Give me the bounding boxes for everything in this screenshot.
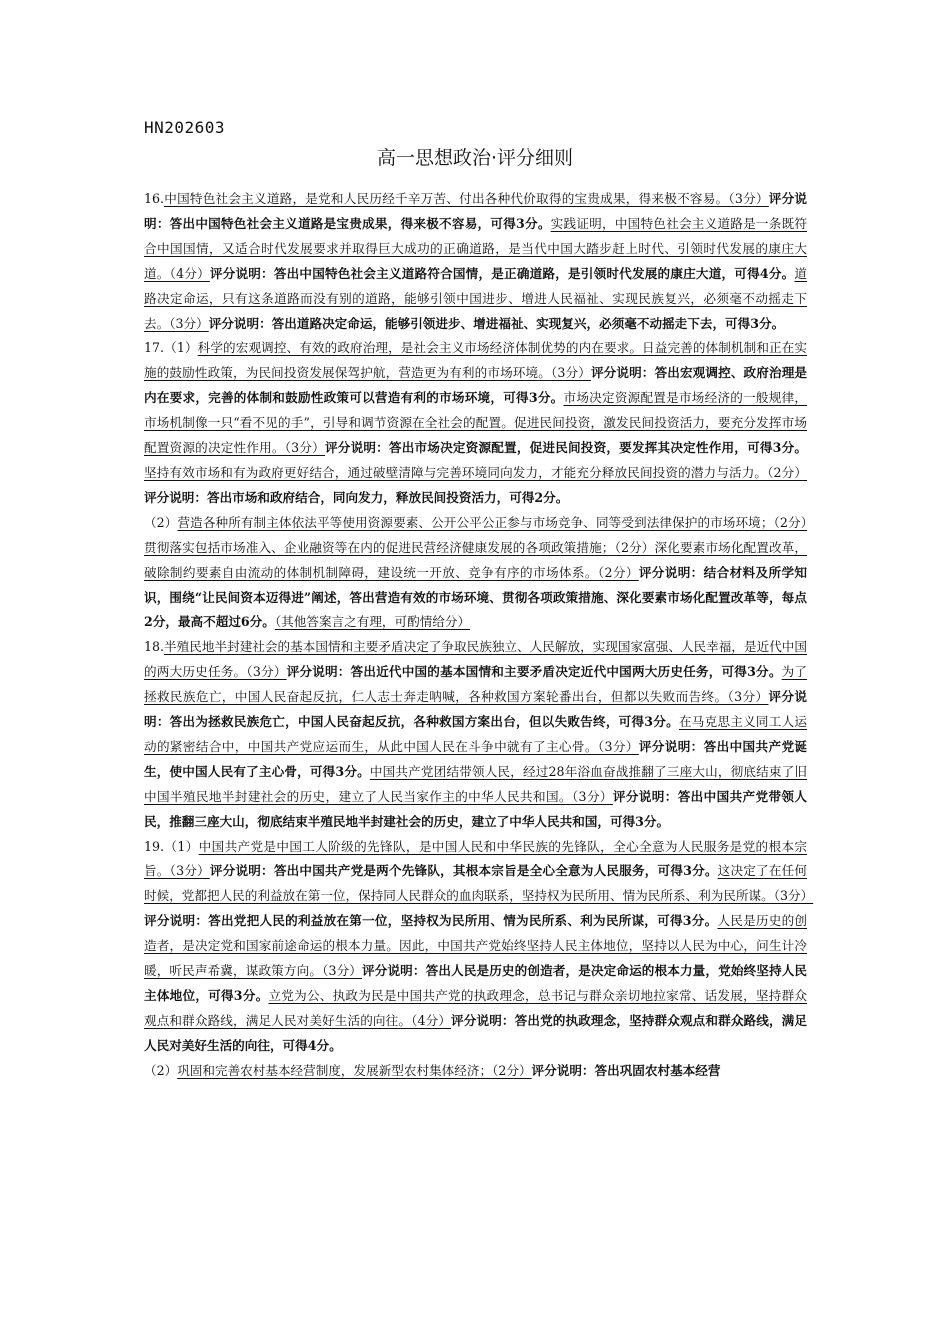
model-answer-text: 在马克思主义同工人运动的紧密结合中，中国共产党应运而生，从此中国人民在斗争中就有了主心骨。（3分）	[144, 714, 807, 754]
scoring-note: 评分说明：答出为拯救民族危亡，中国人民奋起反抗，各种救国方案出台，但以失败告终，可得3分。	[144, 689, 807, 730]
model-answer-text: 市场决定资源配置是市场经济的一般规律，市场机制像一只“看不见的手”，引导和调节资源在全社会的配置。促进民间投资，激发民间投资活力，要充分发挥市场配置资源的决定性作用。（3分）	[144, 390, 807, 456]
model-answer-text: 科学的宏观调控、有效的政府治理，是社会主义市场经济体制优势的内在要求。日益完善的体制机制和正在实施的鼓励性政策，为民间投资发展保驾护航，营造更为有利的市场环境。（3分）	[144, 340, 808, 381]
model-answer-text: 中国共产党团结带领人民，经过28年浴血奋战推翻了三座大山，彻底结束了旧中国半殖民地半封建社会的历史，建立了人民当家作主的中华人民共和国。（3分）	[144, 763, 808, 804]
question-number: 19.（1）	[144, 838, 199, 854]
answer-paragraph	[144, 835, 814, 1059]
scoring-note: 评分说明：答出道路决定命运，能够引领进步、增进福祉、实现复兴，必须毫不动摇走下去，可得3分。	[208, 315, 785, 331]
scoring-note: 评分说明：答出中国共产党是两个先锋队，其根本宗旨是全心全意为人民服务，可得3分。	[209, 863, 718, 879]
model-answer-text: 中国特色社会主义道路，是党和人民历经千辛万苦、付出各种代价取得的宝贵成果，得来极不容易。（3分）	[164, 191, 769, 206]
model-answer-text: 坚持有效市场和有为政府更好结合，通过破壁清障与完善环境同向发力，才能充分释放民间投资的潜力与活力。（2分）	[144, 464, 807, 480]
question-number: （2）	[144, 514, 178, 530]
scoring-note: 评分说明：答出中国特色社会主义道路符合国情，是正确道路，是引领时代发展的康庄大道，可得4分。	[209, 265, 795, 281]
model-answer-text: （其他答案言之有理，可酌情给分）	[274, 614, 471, 630]
model-answer-text: 这决定了在任何时候，党都把人民的利益放在第一位，保持同人民群众的血肉联系，坚持权为民所用、情为民所系、利为民所谋。（3分）	[144, 863, 814, 904]
model-answer-text: 立党为公、执政为民是中国共产党的执政理念，总书记与群众亲切地拉家常、话发展，坚持群众观点和群众路线，满足人民对美好生活的向往。（4分）	[144, 988, 807, 1028]
scoring-note: 评分说明：答出市场和政府结合，同向发力，释放民间投资活力，可得2分。	[144, 489, 569, 505]
answer-paragraph	[144, 1059, 807, 1084]
answer-paragraph	[144, 187, 807, 336]
model-answer-text: 半殖民地半封建社会的基本国情和主要矛盾决定了争取民族独立、人民解放，实现国家富强、人民幸福，是近代中国的两大历史任务。（3分）	[144, 639, 807, 680]
model-answer-text: 巩固和完善农村基本经营制度，发展新型农村集体经济；（2分）	[177, 1062, 532, 1078]
scoring-note: 评分说明：答出中国共产党带领人民，推翻三座大山，彻底结束半殖民地半封建社会的历史，建立了中华人民共和国，可得3分。	[144, 788, 807, 829]
scoring-note: 评分说明：结合材料及所学知识，围绕“让民间资本迈得进”阐述，答出营造有效的市场环境、贯彻各项政策措施、深化要素市场化配置改革等，每点2分，最高不超过6分。	[144, 564, 808, 630]
question-number: （2）	[144, 1062, 178, 1078]
question-number: 16.	[144, 191, 165, 206]
model-answer-text: 营造各种所有制主体依法平等使用资源要素、公开公平公正参与市场竞争、同等受到法律保护的市场环境；（2分）贯彻落实包括市场准入、企业融资等在内的促进民营经济健康发展的各项政策措施；（2分）深化要素市场化配置改革，破除制约要素自由流动的体制机制障碍，建设统一开放、竞争有序的市场体系。（2分）	[144, 514, 807, 580]
document-code: HN202603	[144, 118, 226, 137]
question-number: 17.（1）	[144, 340, 198, 356]
scoring-note: 评分说明：答出巩固农村基本经营	[531, 1062, 721, 1078]
model-answer-text: 中国共产党是中国工人阶级的先锋队，是中国人民和中华民族的先锋队，全心全意为人民服务是党的根本宗旨。（3分）	[144, 838, 808, 879]
answer-paragraph	[144, 635, 807, 834]
scoring-note: 评分说明：答出中国特色社会主义道路是宝贵成果，得来极不容易，可得3分。	[144, 191, 808, 231]
scoring-note: 评分说明：答出近代中国的基本国情和主要矛盾决定近代中国两大历史任务，可得3分。	[286, 664, 782, 680]
answer-paragraph	[144, 336, 807, 510]
scoring-note: 评分说明：答出市场决定资源配置，促进民间投资，要发挥其决定性作用，可得3分。	[324, 440, 807, 456]
document-body	[144, 187, 814, 1084]
model-answer-text: 为了拯救民族危亡，中国人民奋起反抗，仁人志士奔走呐喊，各种救国方案轮番出台，但都以失败而告终。（3分）	[144, 664, 808, 705]
model-answer-text: 道路决定命运，只有这条道路而没有别的道路，能够引领中国进步、增进人民福祉、实现民族复兴，必须毫不动摇走下去。（3分）	[144, 265, 808, 331]
scoring-note: 评分说明：答出宏观调控、政府治理是内在要求，完善的体制和鼓励性政策可以营造有利的市场环境，可得3分。	[144, 365, 808, 406]
model-answer-text: 人民是历史的创造者，是决定党和国家前途命运的根本力量。因此，中国共产党始终坚持人民主体地位，坚持以人民为中心，问生计冷暖，听民声希冀，谋政策方向。（3分）	[144, 913, 807, 979]
scoring-note: 评分说明：答出党的执政理念，坚持群众观点和群众路线，满足人民对美好生活的向往，可得4分。	[144, 1012, 807, 1053]
model-answer-text: 实践证明，中国特色社会主义道路是一条既符合中国国情，又适合时代发展要求并取得巨大成功的正确道路，是当代中国大踏步赶上时代、引领时代发展的康庄大道。（4分）	[144, 215, 807, 281]
document-title: 高一思想政治·评分细则	[376, 147, 574, 169]
question-number: 18.	[144, 639, 165, 655]
scoring-note: 评分说明：答出中国共产党诞生，使中国人民有了主心骨，可得3分。	[144, 738, 808, 779]
answer-paragraph	[144, 511, 807, 636]
scoring-note: 评分说明：答出党把人民的利益放在第一位，坚持权为民所用、情为民所系、利为民所谋，可得3分。	[144, 913, 718, 929]
scoring-note: 评分说明：答出人民是历史的创造者，是决定命运的根本力量，党始终坚持人民主体地位，可得3分。	[144, 963, 808, 1003]
